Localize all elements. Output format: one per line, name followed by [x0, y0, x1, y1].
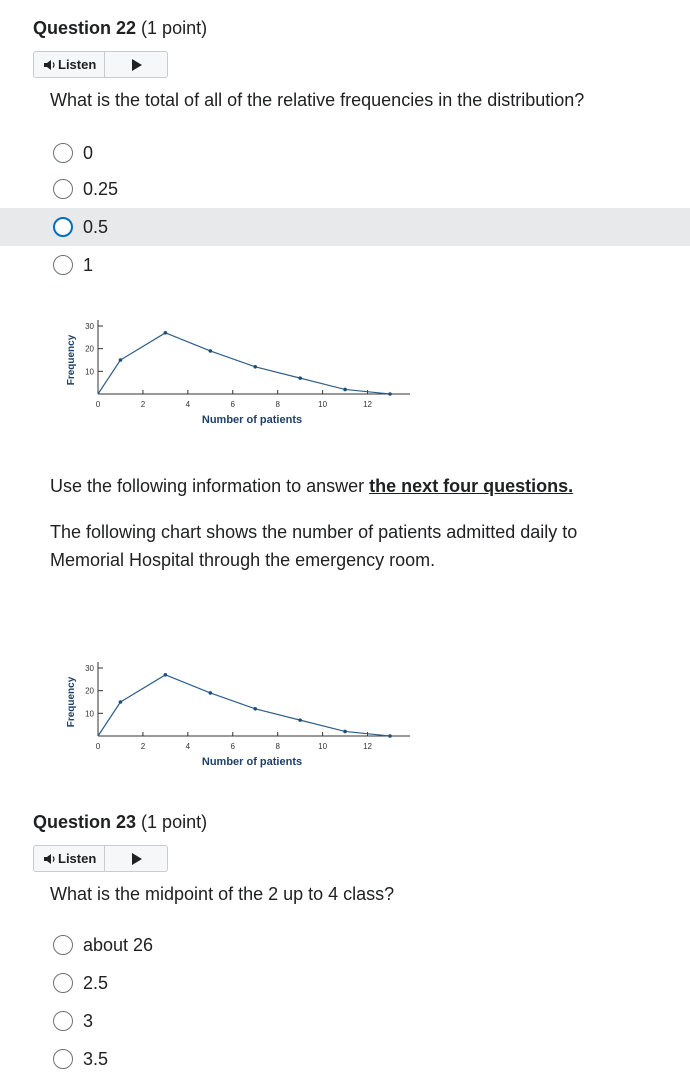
q23-option-0[interactable]	[0, 926, 690, 964]
y-tick-label: 10	[85, 367, 94, 377]
play-icon	[131, 59, 142, 71]
y-tick-label: 20	[85, 686, 94, 696]
data-point	[119, 700, 123, 704]
option-label: 0.5	[83, 216, 109, 237]
listen-label-23: Listen	[58, 851, 97, 866]
q23-option-2[interactable]	[0, 1002, 690, 1040]
radio-button[interactable]	[53, 1049, 73, 1069]
frequency-polygon-chart	[62, 654, 422, 774]
q22-option-1[interactable]	[0, 170, 690, 208]
q23-option-1[interactable]	[0, 964, 690, 1002]
x-tick-label: 2	[140, 400, 146, 409]
data-point	[253, 365, 257, 369]
radio-button[interactable]	[53, 255, 73, 275]
option-label: 3.5	[83, 1048, 109, 1069]
radio-button[interactable]	[53, 1011, 73, 1031]
data-point	[164, 331, 168, 335]
info-description: The following chart shows the number of patients admitted daily to Memorial Hospital through the emergency room.	[50, 522, 578, 570]
q23-option-3[interactable]	[0, 1040, 690, 1078]
next-questions-link[interactable]: the next four questions.	[369, 476, 574, 496]
play-button-22[interactable]	[105, 59, 167, 71]
x-tick-label: 0	[95, 742, 101, 751]
data-point	[298, 376, 302, 380]
radio-button[interactable]	[53, 935, 73, 955]
q22-option-0[interactable]	[0, 134, 690, 172]
data-point	[253, 707, 257, 711]
x-tick-label: 4	[185, 400, 191, 409]
option-label: 0	[83, 142, 94, 163]
radio-button[interactable]	[53, 143, 73, 163]
series-line	[98, 333, 390, 394]
q22-option-2[interactable]	[0, 208, 690, 246]
option-label: 2.5	[83, 972, 109, 993]
y-tick-label: 30	[85, 664, 94, 673]
data-point	[388, 734, 392, 738]
option-label: 3	[83, 1010, 94, 1031]
data-point	[343, 388, 347, 392]
radio-button[interactable]	[53, 973, 73, 993]
listen-button-22[interactable]	[34, 52, 105, 77]
listen-toolbar-22	[33, 51, 168, 78]
speaker-icon	[43, 853, 56, 865]
listen-toolbar-23	[33, 845, 168, 872]
x-tick-label: 0	[95, 400, 101, 409]
x-tick-label: 6	[230, 400, 235, 409]
y-axis-label: Frequency	[66, 676, 77, 728]
listen-label-22: Listen	[58, 57, 97, 72]
radio-button[interactable]	[53, 217, 73, 237]
data-point	[209, 691, 213, 695]
question-22-heading: Question 22	[33, 18, 137, 38]
question-23-heading: Question 23	[33, 812, 137, 832]
speaker-icon	[43, 59, 56, 71]
info-text: Use the following information to answer	[50, 476, 370, 496]
y-tick-label: 20	[85, 344, 94, 354]
x-tick-label: 12	[363, 400, 372, 409]
play-button-23[interactable]	[105, 853, 167, 865]
x-tick-label: 4	[185, 742, 191, 751]
series-line	[98, 675, 390, 736]
x-tick-label: 2	[140, 742, 146, 751]
x-axis-label: Number of patients	[201, 414, 303, 426]
y-axis-label: Frequency	[66, 334, 77, 386]
question-22-points: (1 point)	[141, 18, 208, 38]
x-tick-label: 8	[275, 400, 280, 409]
x-axis-label: Number of patients	[201, 756, 303, 768]
x-tick-label: 12	[363, 742, 372, 751]
q22-option-3[interactable]	[0, 246, 690, 284]
y-tick-label: 10	[85, 709, 94, 719]
x-tick-label: 6	[230, 742, 235, 751]
question-22-title	[33, 18, 207, 39]
data-point	[388, 392, 392, 396]
question-23-title	[33, 812, 207, 833]
x-tick-label: 10	[318, 400, 328, 409]
info-instruction	[50, 472, 573, 500]
option-label: about 26	[83, 934, 154, 955]
listen-button-23[interactable]	[34, 846, 105, 871]
x-tick-label: 10	[318, 742, 328, 751]
question-23-prompt: What is the midpoint of the 2 up to 4 class?	[50, 884, 395, 904]
frequency-polygon-chart	[62, 312, 422, 432]
y-tick-label: 30	[85, 322, 94, 331]
data-point	[209, 349, 213, 353]
data-point	[119, 358, 123, 362]
data-point	[164, 673, 168, 677]
question-22-prompt: What is the total of all of the relative frequencies in the distribution?	[50, 90, 585, 110]
data-point	[343, 730, 347, 734]
radio-button[interactable]	[53, 179, 73, 199]
option-label: 1	[83, 254, 94, 275]
play-icon	[131, 853, 142, 865]
data-point	[298, 718, 302, 722]
question-23-points: (1 point)	[141, 812, 208, 832]
x-tick-label: 8	[275, 742, 280, 751]
option-label: 0.25	[83, 178, 119, 199]
